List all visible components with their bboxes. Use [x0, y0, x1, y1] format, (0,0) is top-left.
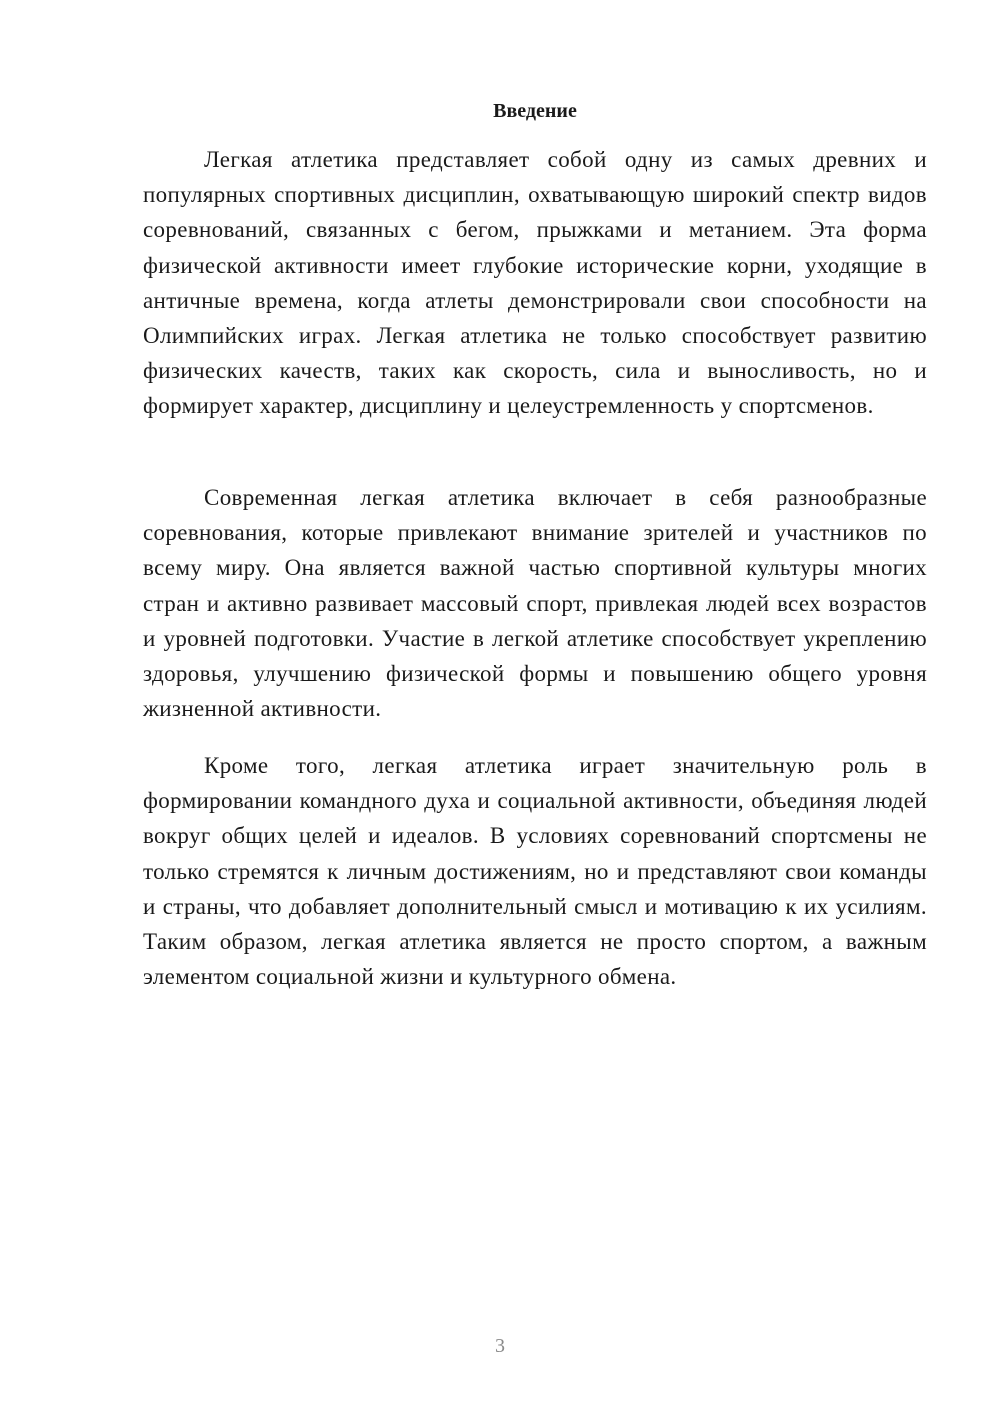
page-title: Введение [493, 100, 577, 122]
paragraph-1: Легкая атлетика представляет собой одну из самых древних и популярных спортивных дисциплин, охватывающую широкий спектр видов соревнований, связанных с бегом, прыжками и метанием. Эта форма физической активности имеет глубокие исторические корни, уходящие в античные времена, когда атлеты демонстрировали свои способности на Олимпийских играх. Легкая атлетика не только способствует развитию физических качеств, таких как скорость, сила и выносливость, но и формирует характер, дисциплину и целеустремленность у спортсменов. [143, 147, 927, 419]
paragraph-3: Кроме того, легкая атлетика играет значительную роль в формировании командного духа и социальной активности, объединяя людей вокруг общих целей и идеалов. В условиях соревнований спортсмены не только стремятся к личным достижениям, но и представляют свои команды и страны, что добавляет дополнительный смысл и мотивацию к их усилиям. Таким образом, легкая атлетика является не просто спортом, а важным элементом социальной жизни и культурного обмена. [143, 753, 927, 990]
page-number: 3 [495, 1335, 505, 1357]
paragraph-2: Современная легкая атлетика включает в себя разнообразные соревнования, которые привлекают внимание зрителей и участников по всему миру. Она является важной частью спортивной культуры многих стран и активно развивает массовый спорт, привлекая людей всех возрастов и уровней подготовки. Участие в легкой атлетике способствует укреплению здоровья, улучшению физической формы и повышению общего уровня жизненной активности. [143, 485, 927, 722]
